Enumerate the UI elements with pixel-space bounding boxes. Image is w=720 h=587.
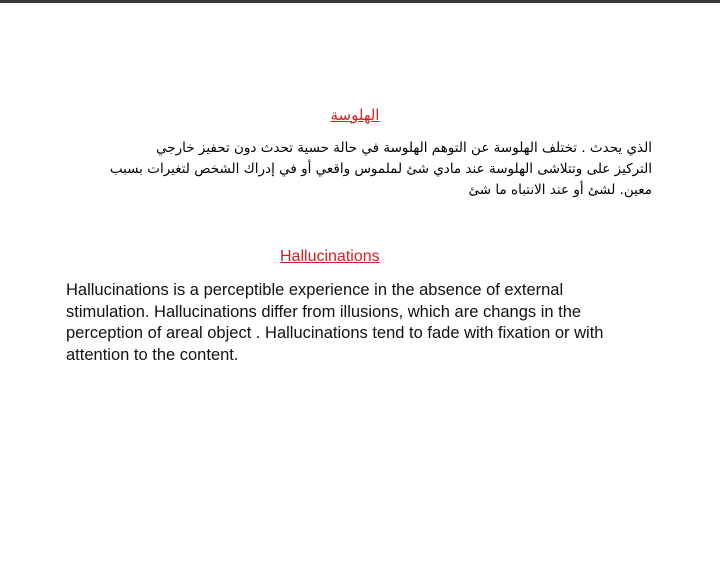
english-line: attention to the content.	[66, 345, 239, 364]
arabic-line: التركيز على وتتلاشى الهلوسة عند مادي شئ لملموس واقعي أو في إدراك الشخص لتغيرات بسبب	[109, 161, 652, 177]
english-line: stimulation. Hallucinations differ from illusions, which are changs in the	[66, 302, 582, 321]
arabic-paragraph	[60, 138, 652, 201]
english-paragraph	[66, 280, 666, 366]
english-line: perception of areal object . Hallucinations tend to fade with fixation or with	[66, 324, 604, 342]
english-title: Hallucinations	[280, 248, 380, 265]
top-border-line	[0, 0, 720, 3]
arabic-line: الذي يحدث . تختلف الهلوسة عن التوهم الهلوسة في حالة حسية تحدث دون تحفيز خارجي	[156, 140, 652, 156]
arabic-line: معين. لشئ أو عند الانتباه ما شئ	[468, 182, 652, 198]
english-line: Hallucinations is a perceptible experience in the absence of external	[66, 281, 564, 299]
arabic-title: الهلوسة	[330, 106, 380, 124]
